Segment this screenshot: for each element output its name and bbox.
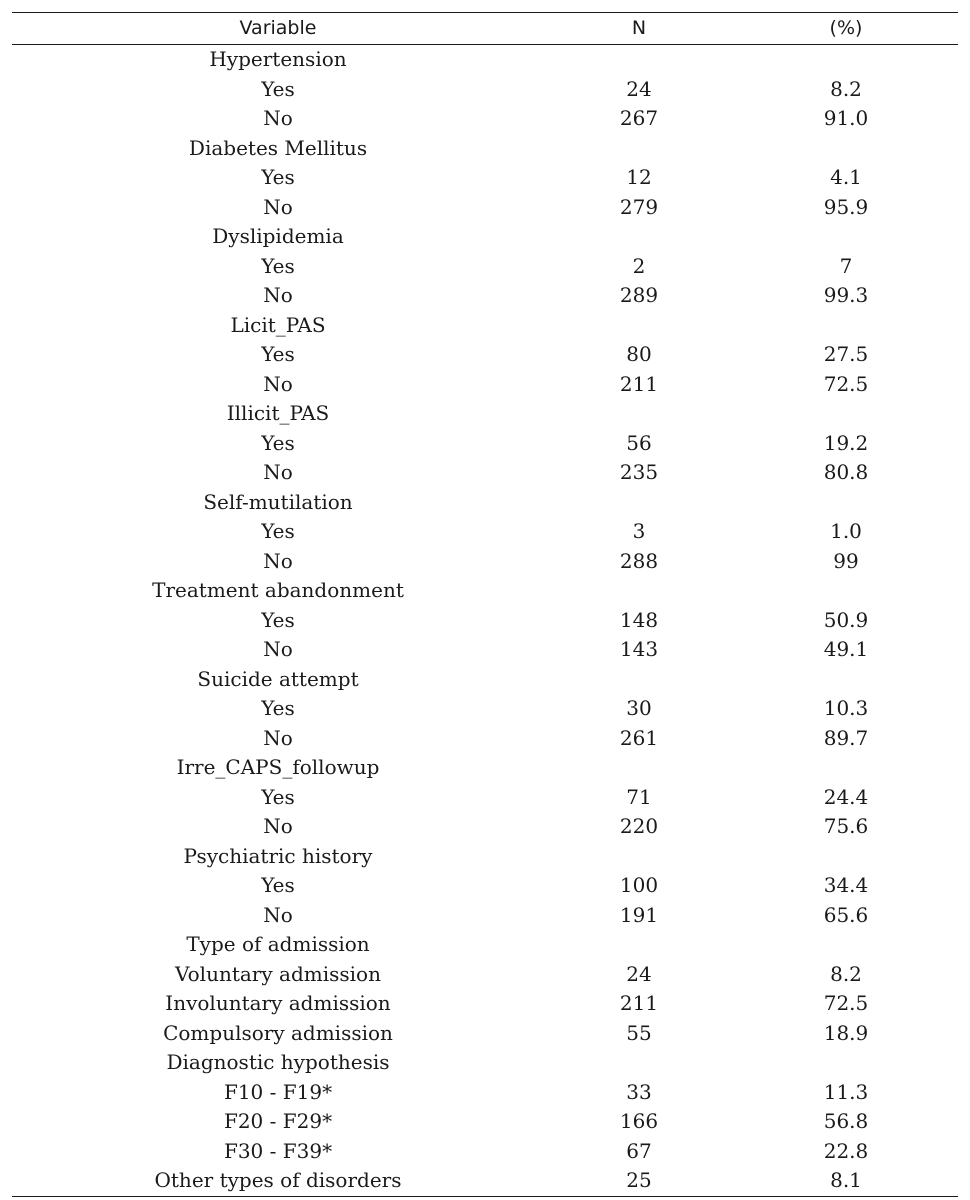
table-row [12,488,958,518]
row-pct [734,842,958,872]
row-label: Yes [261,873,295,897]
row-n: 289 [619,283,659,307]
table-row [12,1019,958,1049]
row-n: 166 [619,1109,659,1133]
table-row [12,989,958,1019]
table-row [12,1048,958,1078]
row-pct [734,311,958,341]
row-label: No [263,283,293,307]
table-row [12,45,958,75]
row-n: 288 [619,548,659,573]
table-row [12,75,958,105]
table-row [12,134,958,164]
table-row [12,281,958,311]
row-label: Diabetes Mellitus [188,135,368,160]
row-n [544,930,734,960]
row-n: 3 [632,519,646,543]
row-n: 24 [626,961,652,986]
row-label: Voluntary admission [175,961,381,986]
row-n: 261 [619,725,659,750]
row-pct: 65.6 [823,902,869,927]
row-pct [734,665,958,695]
row-label: Dyslipidemia [212,224,344,248]
row-n [544,576,734,606]
row-label: Self-mutilation [203,489,353,514]
row-pct: 11.3 [823,1079,869,1104]
row-pct: 1.0 [830,519,862,543]
header-n: N [631,16,647,39]
row-n: 279 [619,194,659,219]
row-pct: 89.7 [823,725,869,750]
row-pct: 8.1 [830,1168,862,1192]
row-n: 80 [626,342,652,366]
row-label: No [263,460,293,484]
row-n: 56 [626,430,652,455]
header-pct: (%) [829,16,863,39]
table-row [12,340,958,370]
row-label: No [263,548,293,573]
table-row [12,753,958,783]
row-label: No [263,902,293,927]
row-n [544,311,734,341]
row-n: 191 [619,902,659,927]
row-n [544,488,734,518]
table-row [12,252,958,282]
row-label: Yes [261,696,295,720]
row-pct [734,1048,958,1078]
row-label: Licit_PAS [230,312,326,337]
row-label: No [263,725,293,750]
row-pct [734,45,958,75]
row-n: 100 [619,873,659,897]
row-n: 25 [626,1168,652,1192]
row-n [544,1048,734,1078]
row-n: 55 [626,1020,652,1045]
row-n: 2 [632,253,646,278]
row-n [544,842,734,872]
row-label: Yes [261,519,295,543]
row-n: 148 [619,607,659,632]
row-pct: 7 [839,253,853,278]
table-row [12,104,958,134]
table-row [12,812,958,842]
row-n: 143 [619,637,659,661]
row-n [544,399,734,429]
table-row [12,547,958,577]
row-n [544,45,734,75]
row-n: 33 [626,1079,652,1104]
table-row [12,871,958,901]
table-row [12,399,958,429]
data-table-container [12,12,958,1197]
table-row [12,1107,958,1137]
table-header [12,13,958,45]
table-row [12,193,958,223]
row-pct [734,488,958,518]
row-n: 30 [626,696,652,720]
row-n: 211 [619,991,659,1015]
table-row [12,1166,958,1196]
table-row [12,222,958,252]
row-n: 12 [626,165,652,189]
row-pct: 24.4 [823,784,869,809]
row-label: No [263,106,293,130]
table-row [12,724,958,754]
row-pct: 8.2 [830,76,862,101]
row-label: No [263,637,293,661]
row-pct: 34.4 [823,873,869,897]
row-label: Yes [261,342,295,366]
row-pct: 22.8 [823,1138,869,1163]
row-pct: 75.6 [823,814,869,838]
table-row [12,783,958,813]
row-n [544,665,734,695]
row-label: Psychiatric history [183,843,373,868]
row-label: Suicide attempt [197,666,359,691]
table-row [12,163,958,193]
row-pct: 10.3 [823,696,869,720]
row-pct [734,930,958,960]
row-label: Compulsory admission [163,1020,393,1045]
header-variable: Variable [239,16,317,39]
row-n: 24 [626,76,652,101]
row-n [544,134,734,164]
table-row [12,606,958,636]
row-label: F10 - F19* [223,1079,333,1104]
table-row [12,458,958,488]
row-pct: 72.5 [823,371,869,396]
header-row [12,13,958,45]
row-label: Diagnostic hypothesis [166,1050,390,1074]
table-row [12,517,958,547]
row-label: Yes [261,165,295,189]
table-row [12,576,958,606]
row-n: 67 [626,1138,652,1163]
row-pct: 4.1 [830,165,862,189]
table-row [12,901,958,931]
row-n [544,222,734,252]
row-pct: 80.8 [823,460,869,484]
row-pct: 72.5 [823,991,869,1015]
row-label: Irre_CAPS_followup [176,755,380,779]
row-pct: 50.9 [823,607,869,632]
row-label: No [263,194,293,219]
row-pct [734,576,958,606]
row-label: Involuntary admission [165,991,391,1015]
row-label: Yes [261,607,295,632]
row-label: F30 - F39* [223,1138,333,1163]
row-label: Hypertension [209,47,347,71]
table-row [12,960,958,990]
row-n: 220 [619,814,659,838]
row-label: No [263,371,293,396]
row-label: No [263,814,293,838]
row-label: Treatment abandonment [152,578,404,602]
row-label: Yes [261,784,295,809]
table-row [12,635,958,665]
row-pct: 99.3 [823,283,869,307]
table-row [12,370,958,400]
row-pct [734,399,958,429]
row-label: Yes [261,76,295,101]
row-label: Type of admission [186,932,370,956]
row-n [544,753,734,783]
row-pct: 91.0 [823,106,869,130]
row-n: 235 [619,460,659,484]
row-pct: 27.5 [823,342,869,366]
row-n: 211 [619,371,659,396]
row-n: 71 [626,784,652,809]
row-pct: 56.8 [823,1109,869,1133]
table-row [12,1078,958,1108]
row-label: Other types of disorders [154,1168,402,1192]
table-row [12,1137,958,1167]
row-label: Yes [261,253,295,278]
row-pct: 8.2 [830,961,862,986]
row-pct: 95.9 [823,194,869,219]
row-label: F20 - F29* [223,1109,333,1133]
row-n: 267 [619,106,659,130]
row-pct [734,222,958,252]
table-row [12,311,958,341]
row-pct [734,753,958,783]
row-pct: 18.9 [823,1020,869,1045]
row-pct: 99 [833,548,859,573]
row-pct: 49.1 [823,637,869,661]
table-row [12,665,958,695]
data-table [12,12,958,1197]
table-row [12,842,958,872]
row-pct: 19.2 [823,430,869,455]
row-label: Yes [261,430,295,455]
table-row [12,930,958,960]
table-row [12,429,958,459]
row-label: Illicit_PAS [226,401,330,425]
table-body [12,45,958,1197]
table-row [12,694,958,724]
row-pct [734,134,958,164]
